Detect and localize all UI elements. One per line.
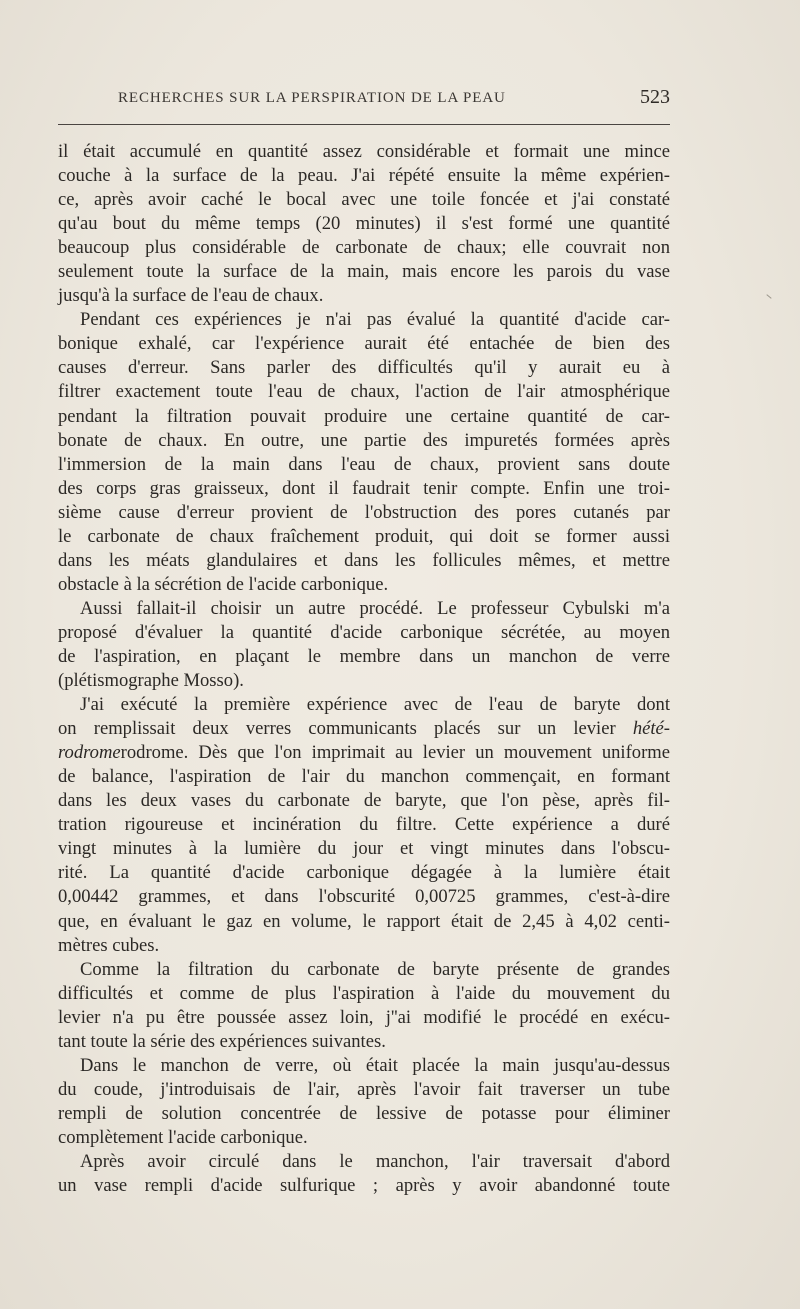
text-line: bonate de chaux. En outre, une partie des impuretés formées après [58, 429, 670, 451]
text-line: rempli de solution concentrée de lessive de potasse pour éliminer [58, 1102, 670, 1124]
text-line: complètement l'acide carbonique. [58, 1126, 308, 1148]
text-line: tration rigoureuse et incinération du filtre. Cette expérience a duré [58, 814, 670, 836]
text-line: obstacle à la sécrétion de l'acide carbonique. [58, 573, 389, 595]
text-line-main: on remplissait deux verres communicants placés sur un levier [58, 718, 616, 740]
text-line: des corps gras graisseux, dont il faudrait tenir compte. Enfin une troi- [58, 477, 670, 499]
text-line: beaucoup plus considérable de carbonate de chaux; elle couvrait non [58, 237, 670, 259]
text-line [58, 717, 670, 741]
text-line [58, 741, 670, 765]
text-line: ce, après avoir caché le bocal avec une toile foncée et j'ai constaté [58, 189, 670, 211]
text-line: difficultés et comme de plus l'aspiration à l'aide du mouvement du [58, 982, 670, 1004]
text-line: bonique exhalé, car l'expérience aurait été entachée de bien des [58, 333, 670, 355]
text-line: le carbonate de chaux fraîchement produit, qui doit se former aussi [58, 525, 670, 547]
page-header [58, 86, 670, 112]
text-line: l'immersion de la main dans l'eau de chaux, provient sans doute [58, 453, 670, 475]
text-line: Après avoir circulé dans le manchon, l'air traversait d'abord [80, 1150, 670, 1172]
text-line: tant toute la série des expériences suivantes. [58, 1030, 386, 1052]
text-line-main: rodrome. Dès que l'on imprimait au levier un mouvement uniforme [120, 742, 670, 764]
text-line: seulement toute la surface de la main, mais encore les parois du vase [58, 261, 670, 283]
text-line: sième cause d'erreur provient de l'obstruction des pores cutanés par [58, 501, 670, 523]
text-line: Aussi fallait-il choisir un autre procédé. Le professeur Cybulski m'a [80, 597, 670, 619]
text-line: causes d'erreur. Sans parler des difficultés qu'il y aurait eu à [58, 357, 670, 379]
text-line: de l'aspiration, en plaçant le membre dans un manchon de verre [58, 645, 670, 667]
header-rule [58, 124, 670, 125]
text-line: dans les méats glandulaires et dans les follicules mêmes, et mettre [58, 549, 670, 571]
text-line: pendant la filtration pouvait produire une certaine quantité de car- [58, 405, 670, 427]
text-line: Pendant ces expériences je n'ai pas évalué la quantité d'acide car- [80, 309, 670, 331]
italic-word: hété- [632, 718, 670, 740]
text-line: levier n'a pu être poussée assez loin, j''ai modifié le procédé en exécu- [58, 1006, 670, 1028]
text-line: un vase rempli d'acide sulfurique ; après y avoir abandonné toute [58, 1175, 670, 1197]
page-number: 523 [640, 86, 670, 108]
text-line: Dans le manchon de verre, où était placée la main jusqu'au-dessus [80, 1054, 670, 1076]
text-line: vingt minutes à la lumière du jour et vingt minutes dans l'obscu- [58, 838, 670, 860]
text-line: qu'au bout du même temps (20 minutes) il s'est formé une quantité [58, 213, 670, 235]
text-line-main: J'ai exécuté la première expérience avec de l'eau de baryte dont [80, 694, 670, 716]
text-line: rité. La quantité d'acide carbonique dégagée à la lumière était [58, 862, 670, 884]
text-line [58, 693, 670, 717]
text-line: jusqu'à la surface de l'eau de chaux. [58, 285, 324, 307]
text-line: dans les deux vases du carbonate de baryte, que l'on pèse, après fil- [58, 790, 670, 812]
text-line: (plétismographe Mosso). [58, 670, 244, 692]
text-line: filtrer exactement toute l'eau de chaux, l'action de l'air atmosphérique [58, 381, 670, 403]
paper-speck [766, 294, 771, 299]
text-line: que, en évaluant le gaz en volume, le rapport était de 2,45 à 4,02 centi- [58, 910, 670, 932]
text-line: mètres cubes. [58, 934, 160, 956]
running-title: RECHERCHES SUR LA PERSPIRATION DE LA PEAU [118, 90, 506, 106]
text-line: de balance, l'aspiration de l'air du manchon commençait, en formant [58, 766, 670, 788]
text-line: proposé d'évaluer la quantité d'acide carbonique sécrétée, au moyen [58, 621, 670, 643]
text-line: il était accumulé en quantité assez considérable et formait une mince [58, 141, 670, 162]
text-line: du coude, j'introduisais de l'air, après l'avoir fait traverser un tube [58, 1078, 670, 1100]
body-text [58, 140, 670, 1198]
text-line: couche à la surface de la peau. J'ai répété ensuite la même expérien- [58, 165, 670, 187]
text-line: 0,00442 grammes, et dans l'obscurité 0,00725 grammes, c'est-à-dire [58, 886, 670, 908]
text-line: Comme la filtration du carbonate de baryte présente de grandes [80, 958, 670, 980]
italic-word: rodrome [58, 742, 121, 764]
